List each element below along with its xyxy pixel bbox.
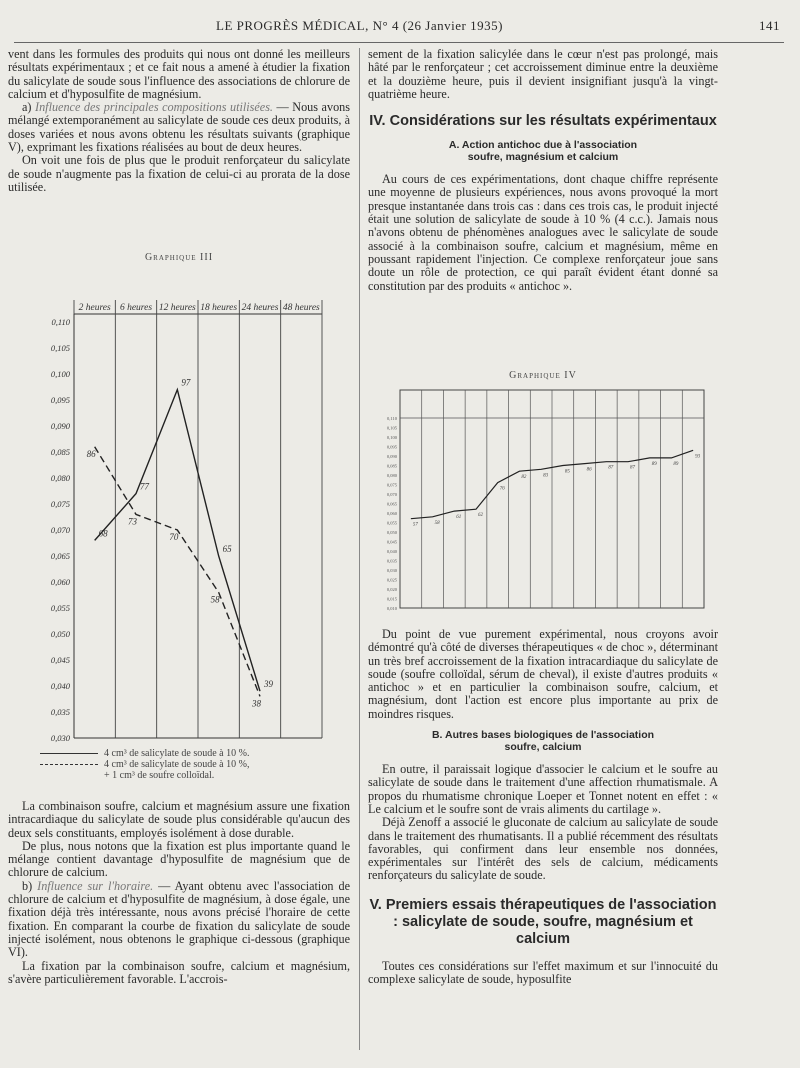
graph4-data-label: 89 [673,461,679,467]
graph4-y-tick-label: 0,045 [386,539,397,545]
graph4-data-label: 83 [543,473,549,479]
graph3-series-dashed [95,447,260,697]
graph3-y-tick-label: 0,055 [50,603,70,613]
graph3-data-label: 58 [210,594,220,605]
graph3-time-label: 2 heures [78,303,111,313]
graph4-y-tick-label: 0,035 [386,558,397,564]
section-text: — Ayant obtenu avec l'association de chlorure de calcium et d'hyposulfite de magnésium, à dose égale, une fixation déjà très intéressante, nous avons précisé l'horaire de cette fixation. En comparant la courbe de fixation du salicylate de soude injecté isolément, nous obtenons le graphique ci-dessous (graphique VI). [8,878,350,960]
graph4-y-tick-label: 0,075 [386,482,397,488]
right-column-top [368,48,718,293]
paragraph: Du point de vue purement expérimental, nous croyons avoir démontré qu'à côté de diverses thérapeutiques « de choc », déterminant un très bref accroissement de la fixation intracardiaque du salicylate de soude (soufre colloïdal, sérum de cheval), il existe d'autres produits « antichoc » et en particulier la combinaison soufre, calcium, et magnésium, dont l'action est encore plus importante au prix de moindres risques. [368,627,718,721]
section-label: a) [22,100,32,115]
graph4-caption: Graphique IV [509,370,577,381]
paragraph: En outre, il paraissait logique d'associer le calcium et le soufre au salicylate de soude dans le traitement d'une affection rhumatismale. A propos du rhumatisme chronique Loeper et Tonnet notent en effet : « Le calcium et le soufre sont de vrais aliments du cartilage ». [368,762,718,816]
graph4-y-tick-label: 0,100 [386,435,397,440]
legend-dashed-label: 4 cm³ de salicylate de soude à 10 %, [104,759,250,770]
paragraph: On voit une fois de plus que le produit renforçateur du salicylate de soude n'augmente pas la fixation de celui-ci au prorata de la dose utilisée. [8,153,350,194]
graph3-y-tick-label: 0,090 [50,421,70,431]
graph3-data-label: 65 [222,544,232,554]
graph4-data-label: 61 [456,515,462,521]
graph4-data-label: 62 [478,513,483,519]
graph3-y-tick-label: 0,080 [50,473,70,483]
graph4-data-label: 87 [608,465,614,471]
graph4-data-label: 76 [499,486,505,492]
graph3-time-label: 6 heures [119,303,153,313]
graph3-time-label: 24 heures [241,303,279,313]
left-column-bottom [8,800,350,986]
paragraph [8,101,350,154]
paragraph: sement de la fixation salicylée dans le cœur n'est pas prolongé, mais hâté par le renforçateur ; cet accroissement diminue entre la deuxième et la douzième heure, puis il devient insignifiant jusqu'à la vingt-quatrième heure. [368,47,718,101]
paragraph: La fixation par la combinaison soufre, calcium et magnésium, s'avère particulièrement favorable. L'accrois- [8,958,350,986]
graph4-data-label: 85 [564,469,570,475]
graph4-y-tick-label: 0,060 [386,511,397,516]
graph4-y-tick-label: 0,090 [386,454,397,459]
paragraph: Toutes ces considérations sur l'effet maximum et sur l'innocuité du complexe salicylate de soude, hyposulfite [368,958,718,987]
graph3-caption: Graphique III [144,252,214,263]
paragraph: Au cours de ces expérimentations, dont chaque chiffre représente une moyenne de plusieurs expériences, nous avons provoqué la mort presque instantanée dans trois cas : dans ces trois cas, le produit injecté était une solution de salicylate de soude à 10 % (4 c.c.). Jamais nous n'avons obtenu de phénomènes analogues avec le salicylate de soude associé à la combinaison soufre, calcium et magnésium, même en poussant rapidement l'injection. Ce complexe renforçateur joue sans doute un rôle de protection, ce qui paraît évident étant donné sa constitution par des produits « antichoc ». [368,172,718,293]
graph3-y-tick-label: 0,095 [50,395,70,405]
graph4-y-tick-label: 0,080 [386,473,397,478]
graph4-data-label: 57 [412,522,418,528]
graph3-y-tick-label: 0,035 [50,707,70,717]
graph3-legend [40,748,340,781]
section-label: b) [22,878,33,893]
paragraph [8,880,350,960]
running-header [18,18,782,36]
graph3-y-tick-label: 0,085 [50,447,70,457]
column-divider [359,48,360,1050]
graph3-y-tick-label: 0,050 [50,629,70,639]
paragraph: La combinaison soufre, calcium et magnésium assure une fixation intracardiaque du salicylate de soude plus considérable qu'aucun des deux sels constituants, employés isolément à dose durable. [8,799,350,840]
graph3-time-label: 48 heures [282,303,320,313]
legend-dashed-label-2: + 1 cm³ de soufre colloïdal. [104,770,215,781]
graph3-y-tick-label: 0,030 [50,733,70,743]
graph4-y-tick-label: 0,025 [386,577,397,583]
graph3-y-tick-label: 0,075 [50,499,70,509]
graph3-y-tick-label: 0,105 [50,343,70,353]
graph3-time-label: 18 heures [200,303,238,313]
graph4-data-label: 58 [434,520,440,526]
subsection-heading-b-line1: B. Autres bases biologiques de l'association [431,729,655,742]
graph3-y-tick-label: 0,100 [50,369,70,379]
section-title: Influence sur l'horaire. [37,878,154,893]
graph3-data-label: 70 [169,532,179,542]
graph3-data-label: 86 [86,448,96,459]
paragraph: De plus, nous notons que la fixation est plus importante quand le mélange contient davantage d'hyposulfite de magnésium que de chlorure de calcium. [8,838,350,880]
right-column-bottom [368,628,718,986]
graph3-data-label: 39 [264,679,273,690]
graph4-data-label: 89 [651,461,657,467]
graph4-y-tick-label: 0,065 [386,501,397,507]
graph3-y-tick-label: 0,040 [50,681,70,691]
running-title: LE PROGRÈS MÉDICAL, N° 4 (26 Janvier 1935) [216,18,503,33]
subsection-heading-b-line2: soufre, calcium [504,741,582,754]
graph3-data-label: 68 [98,528,108,539]
paragraph: vent dans les formules des produits qui nous ont donné les meilleurs résultats expérimentaux ; et ce fait nous a amené à étudier la fixation du salicylate de soude sous l'influence des associations de chlorure de calcium et d'hyposulfite de magnésium. [8,47,350,101]
graph4-y-tick-label: 0,055 [386,520,397,526]
graph4-data-label: 93 [695,454,701,460]
graph4-data-label: 86 [586,467,592,473]
graph3-data-label: 38 [252,698,261,709]
graph3-y-tick-label: 0,110 [51,317,70,327]
graph4-data-label: 87 [630,465,635,471]
graph3-y-tick-label: 0,065 [50,551,70,561]
graph3-y-tick-label: 0,060 [50,577,70,587]
legend-solid-label: 4 cm³ de salicylate de soude à 10 %. [104,748,250,759]
subsection-heading-a-line1: A. Action antichoc due à l'association [448,139,638,152]
left-column-top [8,48,350,194]
graph4-y-tick-label: 0,095 [386,444,397,450]
graph3-y-tick-label: 0,070 [50,525,70,535]
section-heading-v: V. Premiers essais thérapeutiques de l'association : salicylate de soude, soufre, magnésium et calcium [369,896,717,947]
graph4-y-tick-label: 0,015 [386,596,397,602]
graph3-data-label: 97 [181,377,191,388]
graph4-y-tick-label: 0,105 [386,425,397,431]
page-number: 141 [759,18,780,33]
graph4-y-tick-label: 0,030 [386,568,397,573]
graph4-y-tick-label: 0,070 [386,492,397,497]
graph4-y-tick-label: 0,085 [386,463,397,469]
graph3-data-label: 73 [128,516,137,527]
graph3-time-label: 12 heures [158,303,196,313]
paragraph: Déjà Zenoff a associé le gluconate de calcium au salicylate de soude dans le traitement des rhumatisants. Il a publié récemment des résultats favorables, qui confirment dans leur ensemble nos données, expérimentales sur l'intérêt des sels de calcium, médicaments renforçateurs du salicylate de soude. [368,815,718,883]
graph3-chart [30,284,330,748]
subsection-heading-a-line2: soufre, magnésium et calcium [467,151,619,164]
graph4-y-tick-label: 0,110 [387,416,397,421]
section-heading-iv: IV. Considérations sur les résultats expérimentaux [369,113,717,130]
graph4-y-tick-label: 0,010 [386,606,397,611]
graph4-chart [368,388,718,618]
header-rule [14,42,784,43]
graph4-y-tick-label: 0,020 [386,587,397,592]
graph4-y-tick-label: 0,050 [386,530,397,535]
graph4-data-label: 82 [521,475,527,481]
graph3-data-label: 77 [140,481,149,492]
section-text: — Nous avons mélangé extemporanément au salicylate de soude ces deux produits, à doses variées et nous avons obtenu les résultats suivants (graphique V), exprimant les fixations réalisées au bout de deux heures. [8,100,350,155]
graph4-y-tick-label: 0,040 [386,549,397,554]
section-title: Influence des principales compositions utilisées. [35,100,273,115]
graph3-y-tick-label: 0,045 [50,655,70,665]
